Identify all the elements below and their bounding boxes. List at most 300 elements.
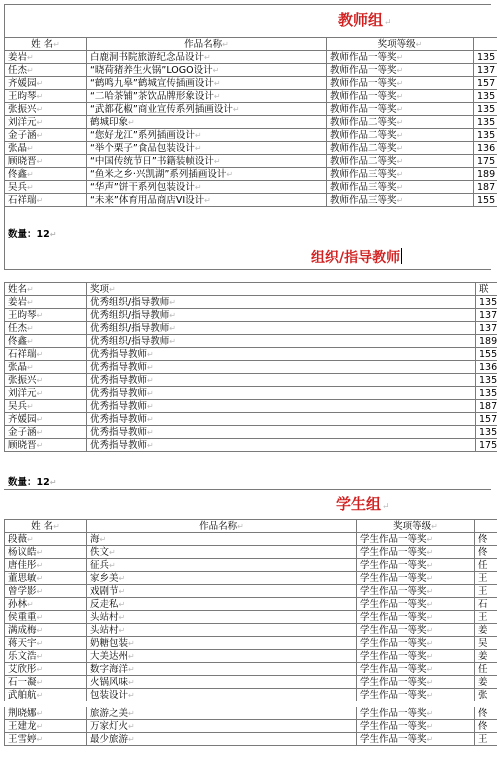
cell-text: 187 — [477, 181, 496, 193]
paragraph-mark: ↵ — [128, 651, 135, 661]
paragraph-mark: ↵ — [169, 297, 176, 307]
cell-text: 优秀指导教师 — [90, 426, 148, 438]
table-row — [5, 309, 497, 322]
table-cell — [87, 64, 327, 77]
table-cell — [5, 689, 87, 705]
table-cell — [476, 426, 497, 439]
cell-text: 137 — [479, 322, 497, 334]
paragraph-mark: ↵ — [36, 734, 44, 744]
paragraph-mark: ↵ — [118, 573, 126, 583]
cell-text: 教师作品一等奖 — [330, 64, 397, 76]
paragraph-mark: ↵ — [27, 143, 34, 153]
table-cell — [87, 387, 476, 400]
table-cell — [476, 361, 497, 374]
cell-text: 白鹿洞书院旅游纪念品设计 — [90, 51, 205, 63]
student-award-table — [4, 519, 497, 746]
paragraph-mark: ↵ — [36, 721, 44, 731]
paragraph-mark: ↵ — [27, 599, 34, 609]
table-cell — [5, 387, 87, 400]
table-header-row — [5, 283, 497, 296]
cell-text: 135 — [477, 129, 496, 141]
table-cell — [475, 572, 497, 585]
paragraph-mark: ↵ — [36, 651, 44, 661]
table-cell — [87, 181, 327, 194]
paragraph-mark: ↵ — [36, 690, 44, 700]
paragraph-mark: ↵ — [109, 547, 116, 557]
table-cell — [5, 585, 87, 598]
paragraph-mark: ↵ — [396, 78, 404, 88]
table-row — [5, 142, 497, 155]
paragraph-mark: ↵ — [396, 143, 404, 153]
cell-text: 包装设计 — [90, 689, 129, 701]
paragraph-mark: ↵ — [36, 638, 44, 648]
table-cell — [474, 181, 497, 194]
paragraph-mark: ↵ — [36, 195, 44, 205]
table-cell — [357, 637, 475, 650]
paragraph-mark: ↵ — [36, 91, 44, 101]
table-cell — [5, 426, 87, 439]
table-cell — [87, 194, 327, 207]
organizer-section-title: 组织/指导教师 — [311, 250, 401, 266]
cell-text: 张 — [478, 689, 488, 701]
paragraph-mark: ↵ — [426, 651, 434, 661]
paragraph-mark: ↵ — [36, 349, 44, 359]
cell-text: “中国传统节日”书籍装帧设计 — [90, 155, 214, 167]
cell-text: 135 — [479, 374, 497, 386]
table-row — [5, 322, 497, 335]
table-row — [5, 546, 497, 559]
table-cell — [5, 103, 87, 116]
paragraph-mark: ↵ — [36, 156, 44, 166]
paragraph-mark: ↵ — [147, 362, 154, 372]
cell-text: 教师作品三等奖 — [330, 194, 397, 206]
cell-text: 优秀指导教师 — [90, 387, 148, 399]
cell-text: 157 — [479, 413, 497, 425]
cell-text: 万家灯火 — [90, 720, 129, 732]
table-cell — [357, 733, 475, 746]
table-row — [5, 637, 497, 650]
cell-text: 135 — [479, 296, 497, 308]
cell-text: 135 — [479, 387, 497, 399]
cell-text: 优秀指导教师 — [90, 361, 148, 373]
header-award-level: 奖项等级↵ — [357, 520, 475, 533]
paragraph-mark: ↵ — [169, 310, 176, 320]
cell-text: 135 — [477, 103, 496, 115]
cell-text: 火锅风味 — [90, 676, 129, 688]
cell-text: 佟 — [478, 707, 488, 719]
table-row — [5, 155, 497, 168]
header-name: 姓 名↵ — [5, 38, 87, 51]
cell-text: 数字海洋 — [90, 663, 129, 675]
teacher-count: 数量：12↵ — [8, 229, 57, 240]
table-row — [5, 64, 497, 77]
paragraph-mark: ↵ — [128, 708, 135, 718]
table-cell — [475, 624, 497, 637]
table-cell — [327, 64, 474, 77]
paragraph-mark: ↵ — [128, 721, 135, 731]
paragraph-mark: ↵ — [396, 91, 404, 101]
paragraph-mark: ↵ — [36, 427, 44, 437]
paragraph-mark: ↵ — [36, 573, 44, 583]
table-row — [5, 413, 497, 426]
cell-text: 教师作品一等奖 — [330, 90, 397, 102]
table-cell — [87, 650, 357, 663]
table-cell — [357, 559, 475, 572]
table-cell — [5, 733, 87, 746]
table-row — [5, 194, 497, 207]
student-section-title: 学生组↵ — [336, 495, 390, 513]
table-cell — [87, 704, 357, 720]
cell-text: 奶糖包装 — [90, 637, 129, 649]
table-cell — [474, 90, 497, 103]
paragraph-mark: ↵ — [396, 130, 404, 140]
cell-text: 135 — [477, 116, 496, 128]
table-cell — [357, 585, 475, 598]
cell-text: 金子涵 — [8, 129, 37, 141]
cell-text: 孙林 — [8, 598, 28, 610]
paragraph-mark: ↵ — [118, 612, 126, 622]
cell-text: 135 — [477, 90, 496, 102]
cell-text: 佚文 — [90, 546, 110, 558]
table-cell — [5, 181, 87, 194]
paragraph-mark: ↵ — [426, 534, 434, 544]
table-cell — [5, 361, 87, 374]
table-cell — [87, 689, 357, 705]
table-header-row — [5, 520, 497, 533]
paragraph-mark: ↵ — [426, 721, 434, 731]
paragraph-mark: ↵ — [396, 182, 404, 192]
table-row — [5, 572, 497, 585]
paragraph-mark: ↵ — [426, 664, 434, 674]
cell-text: 教师作品三等奖 — [330, 168, 397, 180]
table-cell — [87, 413, 476, 426]
teacher-award-table — [4, 37, 497, 207]
table-cell — [357, 546, 475, 559]
cell-text: 优秀指导教师 — [90, 400, 148, 412]
table-cell — [475, 704, 497, 720]
table-cell — [327, 155, 474, 168]
paragraph-mark: ↵ — [128, 638, 135, 648]
cell-text: 佟鑫 — [8, 168, 28, 180]
table-cell — [474, 142, 497, 155]
table-row — [5, 335, 497, 348]
table-cell — [87, 572, 357, 585]
cell-text: 武舶航 — [8, 689, 37, 701]
paragraph-mark: ↵ — [118, 599, 126, 609]
table-cell — [474, 194, 497, 207]
paragraph-mark: ↵ — [204, 195, 211, 205]
table-row — [5, 689, 497, 705]
paragraph-mark: ↵ — [426, 547, 434, 557]
section-divider — [4, 489, 491, 490]
table-cell — [87, 546, 357, 559]
table-cell — [474, 116, 497, 129]
table-cell — [327, 116, 474, 129]
cell-text: 石祥瑞 — [8, 194, 37, 206]
cell-text: 学生作品一等奖 — [360, 585, 427, 597]
table-cell — [475, 559, 497, 572]
table-cell — [87, 322, 476, 335]
table-cell — [87, 348, 476, 361]
cell-text: 优秀指导教师 — [90, 439, 148, 451]
text-cursor — [401, 248, 402, 264]
table-cell — [87, 103, 327, 116]
cell-text: 学生作品一等奖 — [360, 611, 427, 623]
table-row — [5, 400, 497, 413]
table-cell — [357, 650, 475, 663]
table-row — [5, 77, 497, 90]
table-cell — [87, 720, 357, 733]
paragraph-mark: ↵ — [426, 677, 434, 687]
paragraph-mark: ↵ — [396, 169, 404, 179]
table-cell — [476, 400, 497, 413]
paragraph-mark: ↵ — [128, 690, 135, 700]
cell-text: 优秀组织/指导教师 — [90, 322, 170, 334]
table-cell — [474, 168, 497, 181]
cell-text: 戏剧节 — [90, 585, 119, 597]
paragraph-mark: ↵ — [27, 65, 34, 75]
cell-text: “鱼米之乡·兴凯湖”系列插画设计 — [90, 168, 227, 180]
cell-text: “晓荷猪养生火锅”LOGO设计 — [90, 64, 213, 76]
paragraph-mark: ↵ — [36, 664, 44, 674]
cell-text: 教师作品二等奖 — [330, 142, 397, 154]
table-cell — [475, 637, 497, 650]
paragraph-mark: ↵ — [36, 560, 44, 570]
paragraph-mark: ↵ — [426, 560, 434, 570]
paragraph-mark: ↵ — [213, 156, 221, 166]
table-cell — [5, 296, 87, 309]
table-cell — [87, 559, 357, 572]
table-cell — [357, 572, 475, 585]
cell-text: 侯重重 — [8, 611, 37, 623]
cell-text: 石一凝 — [8, 676, 37, 688]
cell-text: 优秀组织/指导教师 — [90, 296, 170, 308]
header-name: 姓 名↵ — [5, 520, 87, 533]
cell-text: 155 — [479, 348, 497, 360]
cell-text: 乐文浩 — [8, 650, 37, 662]
cell-text: 优秀指导教师 — [90, 348, 148, 360]
cell-text: 齐媛园 — [8, 77, 37, 89]
cell-text: 王雪婷 — [8, 733, 37, 745]
cell-text: 海 — [90, 533, 100, 545]
paragraph-mark: ↵ — [128, 734, 135, 744]
paragraph-mark: ↵ — [128, 117, 135, 127]
cell-text: 学生作品一等奖 — [360, 637, 427, 649]
cell-text: 136 — [477, 142, 496, 154]
cell-text: 189 — [479, 335, 497, 347]
paragraph-mark: ↵ — [36, 388, 44, 398]
cell-text: 姜 — [478, 650, 488, 662]
table-cell — [476, 309, 497, 322]
cell-text: 学生作品一等奖 — [360, 707, 427, 719]
paragraph-mark: ↵ — [194, 143, 202, 153]
header-award: 奖项↵ — [87, 283, 476, 296]
table-cell — [357, 720, 475, 733]
paragraph-mark: ↵ — [426, 625, 434, 635]
cell-text: 135 — [479, 426, 497, 438]
table-cell — [87, 142, 327, 155]
table-cell — [5, 129, 87, 142]
table-cell — [5, 598, 87, 611]
paragraph-mark: ↵ — [426, 612, 434, 622]
table-cell — [327, 90, 474, 103]
cell-text: 王建龙 — [8, 720, 37, 732]
cell-text: 135 — [477, 51, 496, 63]
paragraph-mark: ↵ — [27, 362, 34, 372]
cell-text: 学生作品一等奖 — [360, 689, 427, 701]
cell-text: “二哈茶铺”茶饮品牌形象设计 — [90, 90, 214, 102]
cell-text: 教师作品一等奖 — [330, 103, 397, 115]
cell-text: 曾学影 — [8, 585, 37, 597]
cell-text: 反走私 — [90, 598, 119, 610]
table-cell — [87, 77, 327, 90]
cell-text: 学生作品一等奖 — [360, 559, 427, 571]
paragraph-mark: ↵ — [396, 117, 404, 127]
table-row — [5, 624, 497, 637]
cell-text: 学生作品一等奖 — [360, 546, 427, 558]
cell-text: 吴兵 — [8, 400, 28, 412]
cell-text: “您好龙江”系列插画设计 — [90, 129, 195, 141]
cell-text: 段薇 — [8, 533, 28, 545]
paragraph-mark: ↵ — [396, 156, 404, 166]
cell-text: 优秀指导教师 — [90, 374, 148, 386]
cell-text: 艾欣彤 — [8, 663, 37, 675]
table-cell — [327, 194, 474, 207]
table-cell — [475, 733, 497, 746]
paragraph-mark: ↵ — [147, 440, 154, 450]
table-cell — [5, 400, 87, 413]
cell-text: 137 — [477, 64, 496, 76]
paragraph-mark: ↵ — [36, 677, 44, 687]
paragraph-mark: ↵ — [147, 349, 154, 359]
table-cell — [5, 720, 87, 733]
table-cell — [475, 611, 497, 624]
cell-text: 石 — [478, 598, 488, 610]
paragraph-mark: ↵ — [396, 195, 404, 205]
table-cell — [475, 598, 497, 611]
table-row — [5, 181, 497, 194]
table-cell — [87, 155, 327, 168]
paragraph-mark: ↵ — [128, 677, 135, 687]
paragraph-mark: ↵ — [194, 130, 202, 140]
cell-text: “武都花椒”商业宣传系列插画设计 — [90, 103, 233, 115]
table-row — [5, 533, 497, 546]
paragraph-mark: ↵ — [147, 414, 154, 424]
header-name: 姓名↵ — [5, 283, 87, 296]
cell-text: 大美达州 — [90, 650, 129, 662]
table-cell — [475, 546, 497, 559]
cell-text: 任 — [478, 559, 488, 571]
cell-text: 刘洋元 — [8, 116, 37, 128]
paragraph-mark: ↵ — [36, 310, 44, 320]
cell-text: 佟 — [478, 720, 488, 732]
cell-text: 175 — [479, 439, 497, 451]
table-cell — [475, 676, 497, 689]
table-row — [5, 585, 497, 598]
cell-text: 学生作品一等奖 — [360, 624, 427, 636]
cell-text: 金子涵 — [8, 426, 37, 438]
teacher-section-title: 教师组↵ — [338, 11, 392, 29]
table-cell — [357, 533, 475, 546]
cell-text: 满成梅 — [8, 624, 37, 636]
cell-text: 唐佳彤 — [8, 559, 37, 571]
paragraph-mark: ↵ — [212, 65, 220, 75]
table-cell — [474, 103, 497, 116]
table-cell — [476, 322, 497, 335]
table-cell — [87, 296, 476, 309]
cell-text: 优秀组织/指导教师 — [90, 309, 170, 321]
table-cell — [87, 676, 357, 689]
table-row — [5, 426, 497, 439]
paragraph-mark: ↵ — [27, 336, 34, 346]
cell-text: 187 — [479, 400, 497, 412]
cell-text: 157 — [477, 77, 496, 89]
table-cell — [5, 322, 87, 335]
paragraph-mark: ↵ — [36, 612, 44, 622]
cell-text: 王昀琴 — [8, 90, 37, 102]
cell-text: 王 — [478, 572, 488, 584]
organizer-award-table — [4, 282, 497, 452]
paragraph-mark: ↵ — [36, 104, 44, 114]
table-cell — [5, 168, 87, 181]
table-cell — [475, 585, 497, 598]
cell-text: 优秀指导教师 — [90, 413, 148, 425]
paragraph-mark: ↵ — [147, 401, 154, 411]
cell-text: 最少旅游 — [90, 733, 129, 745]
table-row — [5, 348, 497, 361]
table-row — [5, 704, 497, 720]
table-cell — [474, 77, 497, 90]
table-cell — [87, 374, 476, 387]
paragraph-mark: ↵ — [226, 169, 234, 179]
cell-text: 王 — [478, 733, 488, 745]
table-cell — [87, 439, 476, 452]
cell-text: 姜 — [478, 676, 488, 688]
table-row — [5, 676, 497, 689]
cell-text: 旅游之美 — [90, 707, 129, 719]
cell-text: 学生作品一等奖 — [360, 676, 427, 688]
table-cell — [87, 90, 327, 103]
cell-text: 吴兵 — [8, 181, 28, 193]
cell-text: 董思敏 — [8, 572, 37, 584]
table-cell — [476, 439, 497, 452]
table-row — [5, 361, 497, 374]
cell-text: 家乡美 — [90, 572, 119, 584]
table-cell — [475, 663, 497, 676]
table-cell — [5, 194, 87, 207]
cell-text: 姜岩 — [8, 296, 28, 308]
table-cell — [87, 733, 357, 746]
table-cell — [87, 637, 357, 650]
cell-text: 石祥瑞 — [8, 348, 37, 360]
table-cell — [87, 585, 357, 598]
cell-text: 张振兴 — [8, 374, 37, 386]
table-cell — [87, 611, 357, 624]
table-cell — [475, 720, 497, 733]
page-top-border — [4, 4, 491, 5]
paragraph-mark: ↵ — [147, 427, 154, 437]
cell-text: 蒋天宇 — [8, 637, 37, 649]
table-cell — [87, 361, 476, 374]
table-row — [5, 733, 497, 746]
paragraph-mark: ↵ — [204, 52, 211, 62]
cell-text: 189 — [477, 168, 496, 180]
cell-text: 张晶 — [8, 142, 28, 154]
header-teacher — [475, 520, 497, 533]
table-cell — [5, 77, 87, 90]
table-cell — [327, 142, 474, 155]
table-cell — [87, 309, 476, 322]
